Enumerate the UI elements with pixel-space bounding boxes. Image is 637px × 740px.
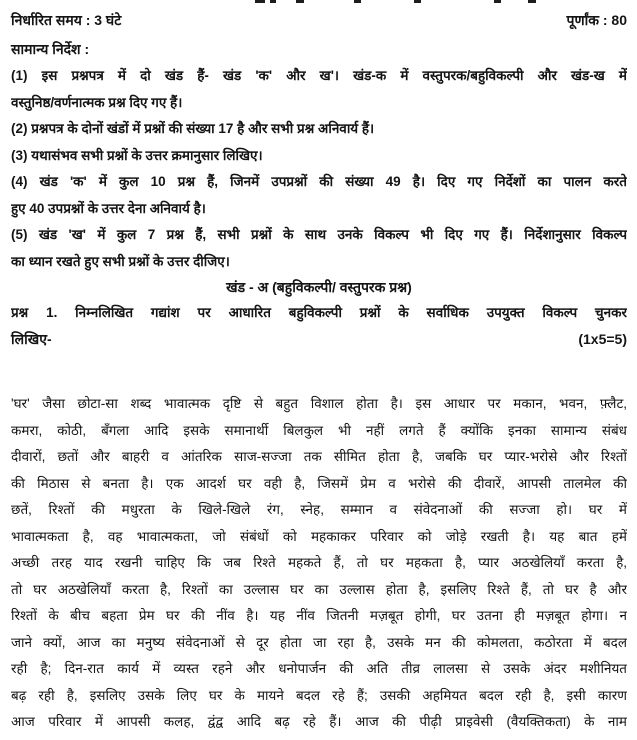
passage-line: रही है; दिन-रात कार्य में व्यस्त रहने और धनोपार्जन की अति तीव्र लालसा से उसके अंदर मशीनियत	[11, 661, 627, 676]
question-1-tail-row	[11, 326, 627, 353]
passage-line: आज परिवार में आपसी कलह, द्वंद्व आदि बढ़ रहे हैं। आज की पीढ़ी प्राइवेसी (वैयक्तिकता) के नाम	[11, 714, 627, 729]
instruction-5-line-1: (5) खंड 'ख' में कुल 7 प्रश्न हैं, सभी प्रश्नों के साथ उनके विकल्प भी दिए गए हैं। निर्देशानुसार विकल्प	[11, 227, 627, 242]
clipped-top-line-fragment	[414, 0, 421, 3]
clipped-top-line-fragment	[528, 0, 536, 3]
allotted-time-label: निर्धारित समय : 3 घंटे	[11, 12, 122, 28]
question-1-marks: (1x5=5)	[578, 331, 627, 347]
instruction-1-line-2: वस्तुनिष्ठ/वर्णनात्मक प्रश्न दिए गए हैं।	[11, 94, 183, 110]
paper-header-row	[11, 0, 627, 30]
max-marks-label: पूर्णांक : 80	[566, 12, 627, 28]
question-1	[11, 299, 627, 353]
passage-line: 'घर' जैसा छोटा-सा शब्द भावात्मक दृष्टि से बहुत विशाल होता है। इस आधार पर मकान, भवन, फ़्लैट,	[11, 396, 627, 411]
passage-line: भावात्मकता है, वह भावात्मकता, जो संबंधों को महकाकर परिवार को जोड़े रखती है। यह बात हमें	[11, 528, 627, 544]
reading-passage	[11, 391, 627, 736]
question-1-tail: लिखिए-	[11, 331, 52, 347]
clipped-top-line-fragment	[270, 0, 276, 3]
passage-line: जाने क्यों, आज का मनुष्य संवेदनाओं से दूर होता जा रहा है, उसके मन की कोमलता, कठोरता में बदल	[11, 634, 627, 650]
instruction-5-line-2: का ध्यान रखते हुए सभी प्रश्नों के उत्तर दीजिए।	[11, 253, 230, 269]
clipped-top-line-fragment	[354, 0, 361, 3]
passage-line: तो घर अठखेलियाँ करता है, रिश्तों का उल्लास घर का उल्लास होता है, इसलिए रिश्ते हैं, तो घर है और	[11, 581, 627, 597]
passage-line: की मिठास से बनता है। एक आदर्श घर वही है, जिसमें प्रेम व भरोसे की दीवारें, आपसी तालमेल की	[11, 475, 627, 491]
passage-line: अच्छी तरह याद रखनी चाहिए कि जब रिश्ते महकते हैं, तो घर महकता है, प्यार अठखेलियाँ करता है,	[11, 555, 627, 570]
passage-line: बढ़ रही है, इसलिए उसके लिए घर के मायने बदल रहे हैं; उसकी अहमियत बदल रही है, इसी कारण	[11, 687, 627, 703]
instruction-3: (3) यथासंभव सभी प्रश्नों के उत्तर क्रमानुसार लिखिए।	[11, 147, 263, 163]
passage-line: छतें, रिश्तों की मधुरता के खिले-खिले रंग, स्नेह, सम्मान व संवेदनाओं की सज्जा हो। घर में	[11, 502, 627, 517]
clipped-top-line-fragment	[255, 0, 265, 3]
passage-line: रिश्तों के बीच बहता प्रेम घर की नींव है। यह नींव जितनी मज़बूत होगी, घर उतना ही मज़बूत होगा। न	[11, 608, 627, 623]
instruction-1-line-1: (1) इस प्रश्नपत्र में दो खंड हैं- खंड 'क' और ख'। खंड-क में वस्तुपरक/बहुविकल्पी और खंड-ख में	[11, 68, 627, 83]
section-a-heading: खंड - अ (बहुविकल्पी/ वस्तुपरक प्रश्न)	[226, 279, 412, 295]
passage-line: दीवारों, छतों और बाहरी व आंतरिक साज-सज्जा तक सीमित होता है, जबकि घर प्यार-भरोसे और रिश्तों	[11, 449, 627, 464]
instruction-2: (2) प्रश्नपत्र के दोनों खंडों में प्रश्नों की संख्या 17 है और सभी प्रश्न अनिवार्य हैं।	[11, 121, 375, 136]
clipped-top-line-fragment	[296, 0, 304, 3]
question-1-text: प्रश्न 1. निम्नलिखित गद्यांश पर आधारित बहुविकल्पी प्रश्नों के सर्वाधिक उपयुक्त विकल्प चुनकर	[11, 305, 627, 320]
clipped-top-line-fragment	[494, 0, 501, 3]
instruction-4-line-2: हुए 40 उपप्रश्नों के उत्तर देना अनिवार्य है।	[11, 200, 206, 216]
instruction-4-line-1: (4) खंड 'क' में कुल 10 प्रश्न हैं, जिनमें उपप्रश्नों की संख्या 49 है। दिए गए निर्देशों का पालन करते	[11, 174, 627, 189]
general-instructions-heading: सामान्य निर्देश :	[11, 41, 90, 57]
passage-line: कमरा, कोठी, बँगला आदि इसके समानार्थी बिलकुल भी नहीं लगते हैं क्योंकि इनका सामान्य संबंध	[11, 422, 627, 438]
general-instructions-list	[11, 63, 627, 275]
